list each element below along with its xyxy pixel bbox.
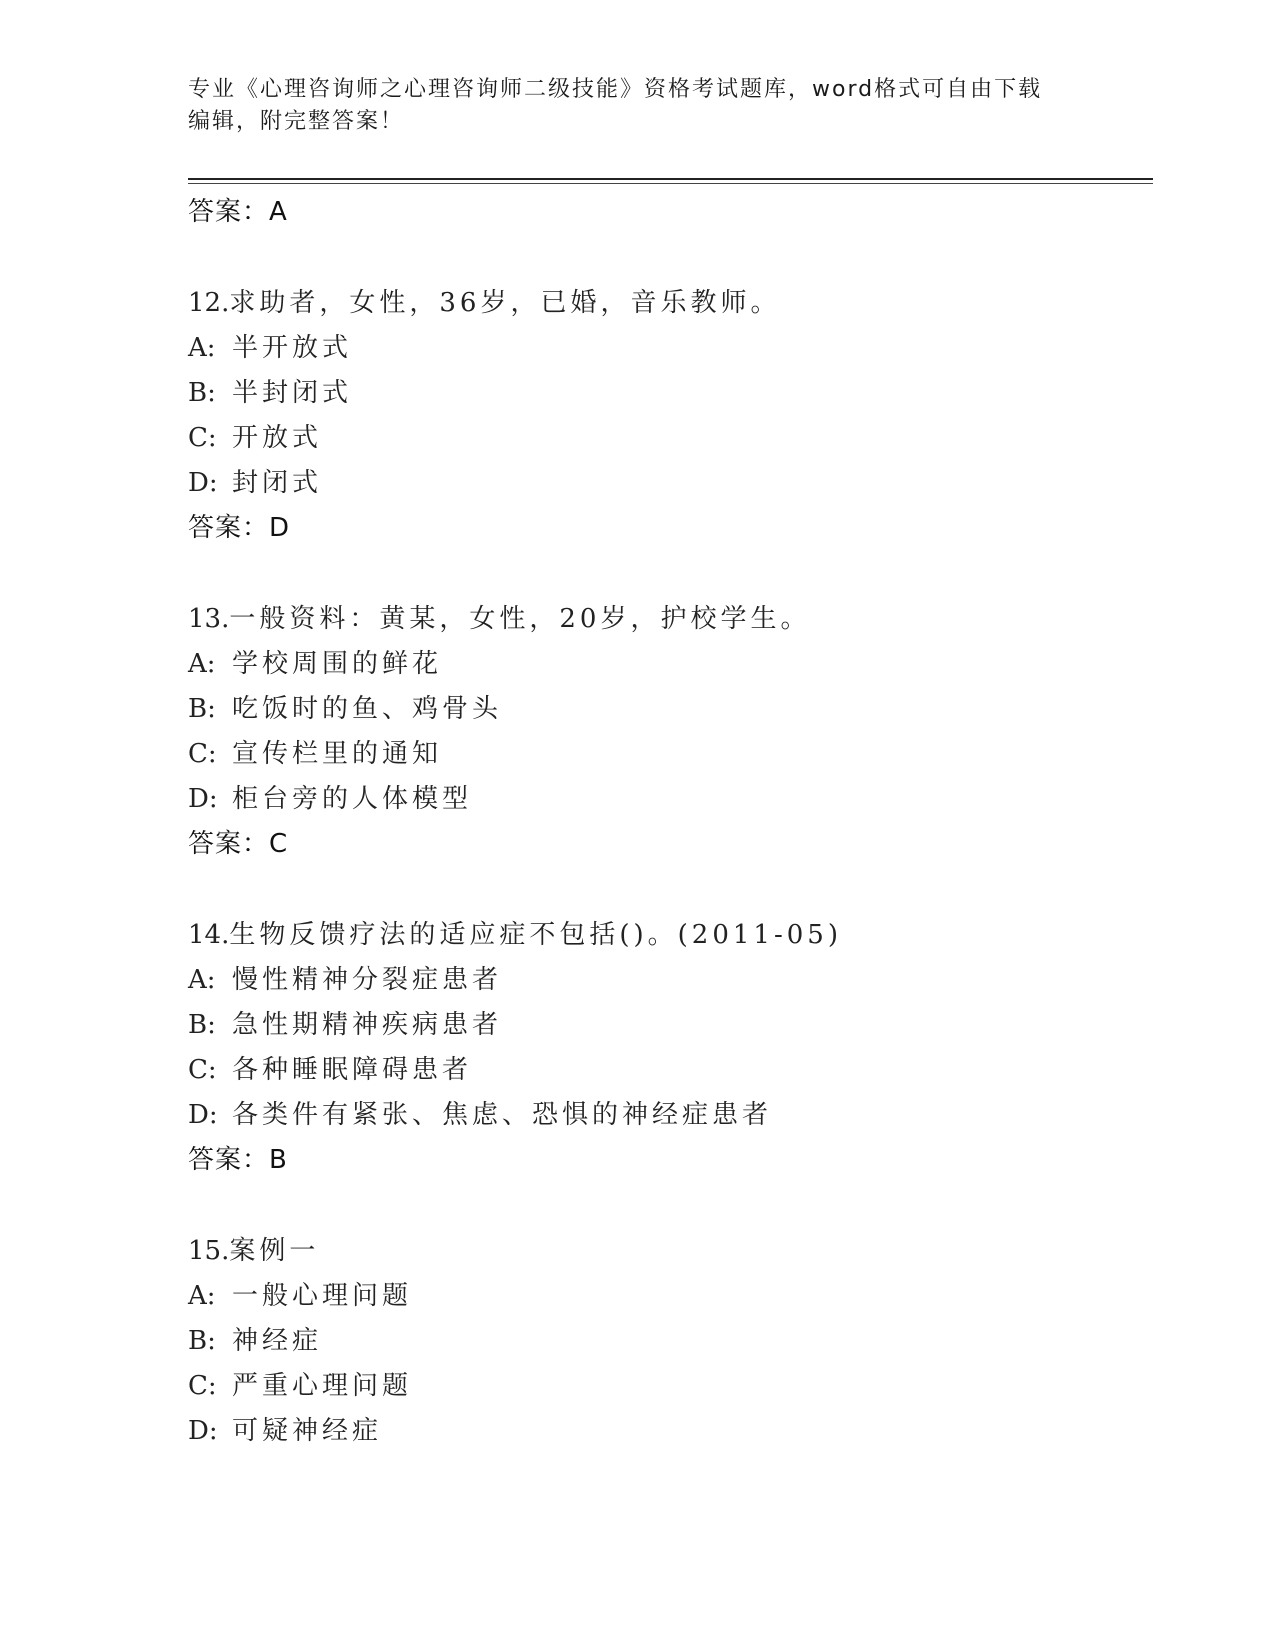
spacer: [188, 1183, 1168, 1229]
option-a: [188, 1274, 1168, 1319]
header-divider-thick: [188, 178, 1153, 180]
answer-line: 答案：A: [188, 197, 288, 227]
option-d: [188, 777, 1168, 822]
question-title: [188, 597, 1168, 642]
header-line-1: 专业《心理咨询师之心理咨询师二级技能》资格考试题库，word格式可自由下载: [188, 77, 1043, 102]
option-letter: A:: [188, 965, 216, 995]
option-letter: B:: [188, 1326, 216, 1356]
option-d: [188, 1409, 1168, 1454]
document-header: [188, 74, 1088, 138]
question-title: [188, 281, 1168, 326]
option-text: 学校周围的鲜花: [232, 649, 443, 679]
option-text: 半封闭式: [232, 378, 353, 408]
option-text: 各类件有紧张、焦虑、恐惧的神经症患者: [232, 1100, 773, 1130]
header-divider-thin: [188, 183, 1153, 184]
option-letter: D:: [188, 1416, 218, 1446]
option-c: [188, 416, 1168, 461]
option-letter: A:: [188, 333, 216, 363]
question-text: 一般资料：黄某，女性，20岁，护校学生。: [229, 604, 811, 634]
spacer: [188, 867, 1168, 913]
header-line-2: 编辑，附完整答案！: [188, 109, 405, 134]
answer-line: 答案：C: [188, 829, 289, 859]
question-block: [188, 281, 1168, 551]
spacer: [188, 235, 1168, 281]
option-letter: D:: [188, 1100, 218, 1130]
question-block: [188, 1229, 1168, 1454]
option-a: [188, 958, 1168, 1003]
option-d: [188, 461, 1168, 506]
option-letter: D:: [188, 784, 218, 814]
question-title: [188, 1229, 1168, 1274]
option-letter: A:: [188, 1281, 216, 1311]
option-letter: C:: [188, 739, 217, 769]
option-c: [188, 732, 1168, 777]
option-d: [188, 1093, 1168, 1138]
option-text: 可疑神经症: [232, 1416, 383, 1446]
option-b: [188, 687, 1168, 732]
option-text: 半开放式: [232, 333, 353, 363]
option-letter: B:: [188, 1010, 216, 1040]
answer-line: 答案：B: [188, 1145, 288, 1175]
option-b: [188, 1003, 1168, 1048]
option-b: [188, 371, 1168, 416]
question-block: [188, 597, 1168, 867]
question-number: 13.: [188, 604, 230, 634]
question-text: 案例一: [229, 1236, 320, 1266]
option-letter: B:: [188, 694, 216, 724]
option-text: 急性期精神疾病患者: [232, 1010, 503, 1040]
question-number: 12.: [188, 288, 230, 318]
option-c: [188, 1048, 1168, 1093]
option-b: [188, 1319, 1168, 1364]
option-text: 封闭式: [232, 468, 323, 498]
option-a: [188, 326, 1168, 371]
option-letter: B:: [188, 378, 216, 408]
option-text: 吃饭时的鱼、鸡骨头: [232, 694, 503, 724]
option-letter: C:: [188, 1371, 217, 1401]
answer-line: 答案：D: [188, 513, 291, 543]
option-text: 慢性精神分裂症患者: [232, 965, 503, 995]
option-a: [188, 642, 1168, 687]
option-text: 严重心理问题: [232, 1371, 413, 1401]
option-text: 宣传栏里的通知: [232, 739, 443, 769]
option-letter: C:: [188, 1055, 217, 1085]
option-letter: D:: [188, 468, 218, 498]
question-list: [188, 190, 1168, 1454]
option-text: 开放式: [232, 423, 323, 453]
option-text: 柜台旁的人体模型: [232, 784, 473, 814]
option-letter: C:: [188, 423, 217, 453]
question-number: 14.: [188, 920, 230, 950]
option-text: 神经症: [232, 1326, 323, 1356]
spacer: [188, 551, 1168, 597]
option-letter: A:: [188, 649, 216, 679]
question-number: 15.: [188, 1236, 230, 1266]
option-text: 各种睡眠障碍患者: [232, 1055, 473, 1085]
question-title: [188, 913, 1168, 958]
option-c: [188, 1364, 1168, 1409]
question-block: [188, 913, 1168, 1183]
question-text: 生物反馈疗法的适应症不包括()。(2011-05): [229, 920, 842, 950]
question-text: 求助者，女性，36岁，已婚，音乐教师。: [229, 288, 781, 318]
option-text: 一般心理问题: [232, 1281, 413, 1311]
